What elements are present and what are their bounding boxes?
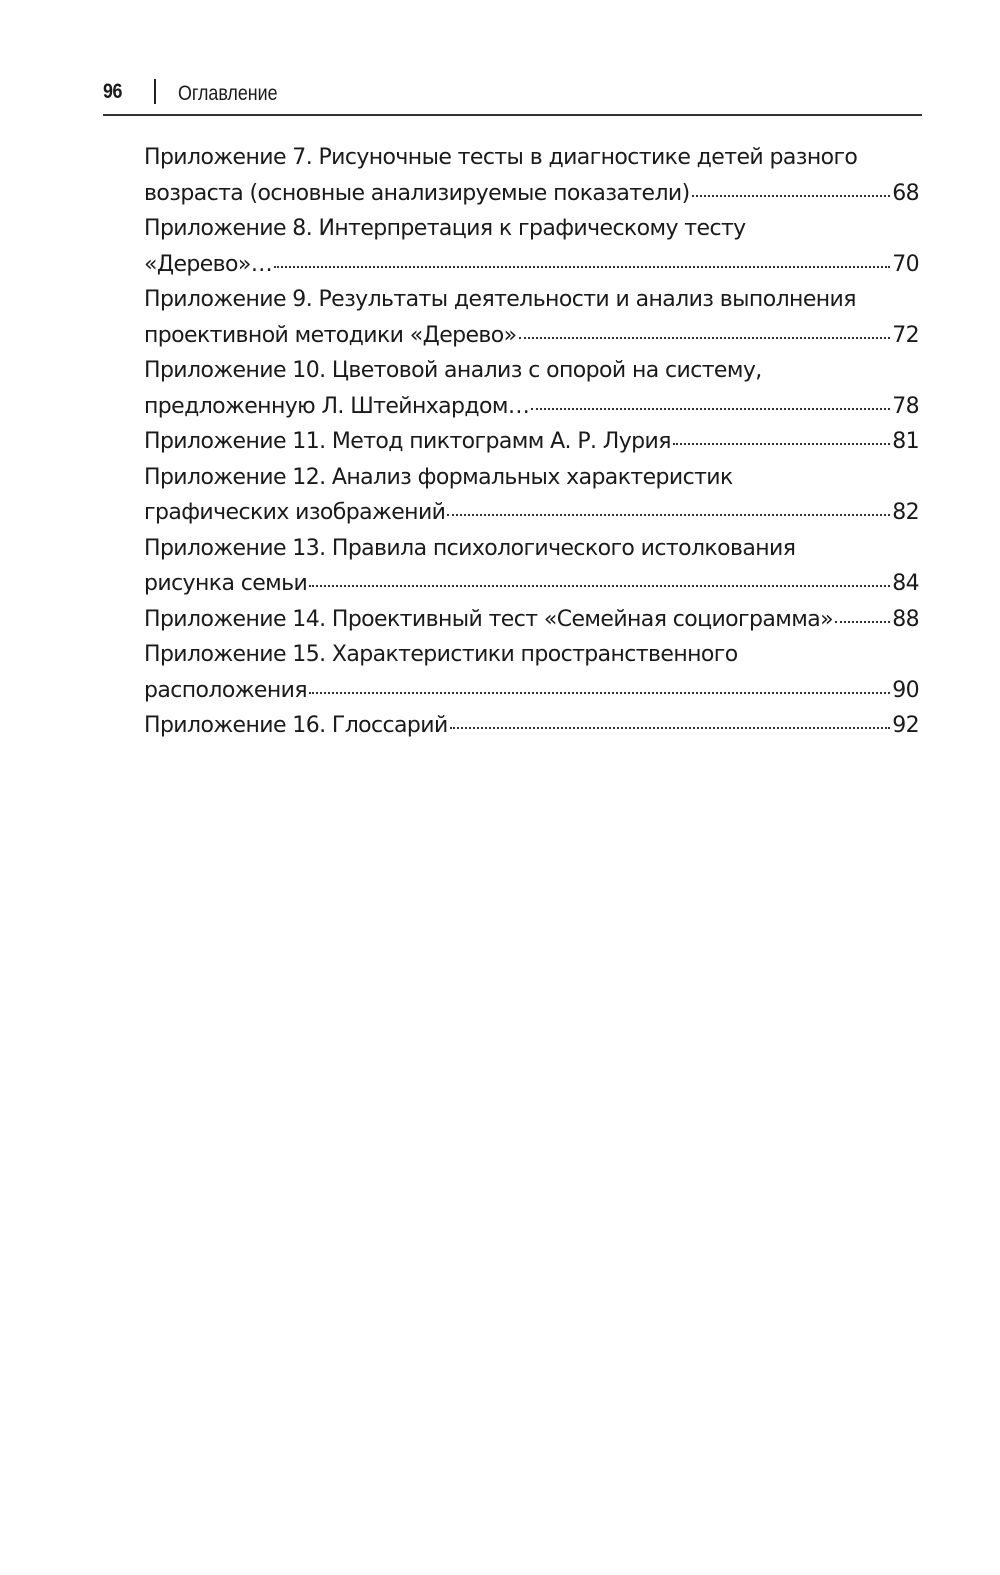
toc-entry-appendix-16[interactable] [144,708,919,744]
toc-entry-title: Приложение 10. Цветовой анализ с опорой на систему, [144,358,762,383]
toc-entry-appendix-7[interactable] [144,140,919,211]
toc-entry-title: Приложение 9. Результаты деятельности и анализ выполнения [144,287,856,312]
dot-leader [673,426,890,448]
toc-page-number: 68 [892,180,919,206]
toc-entry-title-cont: графических изображений [144,500,446,525]
toc-entry-title: Приложение 12. Анализ формальных характеристик [144,464,733,490]
section-title: Оглавление [178,82,278,105]
toc-page-number: 82 [892,500,919,525]
table-of-contents [144,140,919,744]
toc-page-number: 92 [892,713,919,738]
toc-entry-title-cont: проективной методики «Дерево» [144,322,517,348]
dot-leader [519,320,891,342]
dot-leader [692,178,891,200]
toc-entry-appendix-9[interactable] [144,282,919,353]
toc-entry-title: Приложение 13. Правила психологического истолкования [144,535,796,561]
running-head [103,76,922,116]
toc-entry-title: Приложение 11. Метод пиктограмм А. Р. Лурия [144,429,671,454]
toc-entry-title-cont: «Дерево»… [144,251,273,277]
toc-page-number: 78 [892,393,919,419]
dot-leader [450,710,891,732]
toc-entry-title-cont: расположения [144,677,307,703]
toc-entry-title: Приложение 7. Рисуночные тесты в диагностике детей разного [144,145,858,170]
dot-leader [447,497,890,519]
toc-entry-appendix-14[interactable] [144,602,919,638]
page-number: 96 [103,80,123,103]
toc-entry-title: Приложение 15. Характеристики пространственного [144,642,738,667]
toc-entry-appendix-12[interactable] [144,460,919,531]
toc-page-number: 84 [892,571,919,596]
toc-page-number: 88 [892,606,919,632]
toc-page-number: 90 [892,677,919,703]
toc-entry-appendix-13[interactable] [144,531,919,602]
toc-entry-appendix-10[interactable] [144,353,919,424]
toc-entry-appendix-11[interactable] [144,424,919,460]
toc-entry-appendix-8[interactable] [144,211,919,282]
dot-leader [531,391,890,413]
toc-entry-title-cont: рисунка семьи [144,571,308,596]
toc-entry-title: Приложение 16. Глоссарий [144,713,448,738]
toc-page-number: 81 [892,429,919,454]
toc-entry-title-cont: возраста (основные анализируемые показатели) [144,180,690,206]
dot-leader [835,604,890,626]
toc-page-number: 72 [892,322,919,348]
dot-leader [309,675,890,697]
toc-entry-title: Приложение 14. Проективный тест «Семейная социограмма» [144,606,833,632]
dot-leader [274,249,890,271]
toc-page-number: 70 [892,251,919,277]
toc-entry-appendix-15[interactable] [144,637,919,708]
toc-entry-title-cont: предложенную Л. Штейнхардом… [144,393,530,419]
header-separator [154,79,156,104]
dot-leader [309,568,890,590]
toc-entry-title: Приложение 8. Интерпретация к графическому тесту [144,216,746,241]
